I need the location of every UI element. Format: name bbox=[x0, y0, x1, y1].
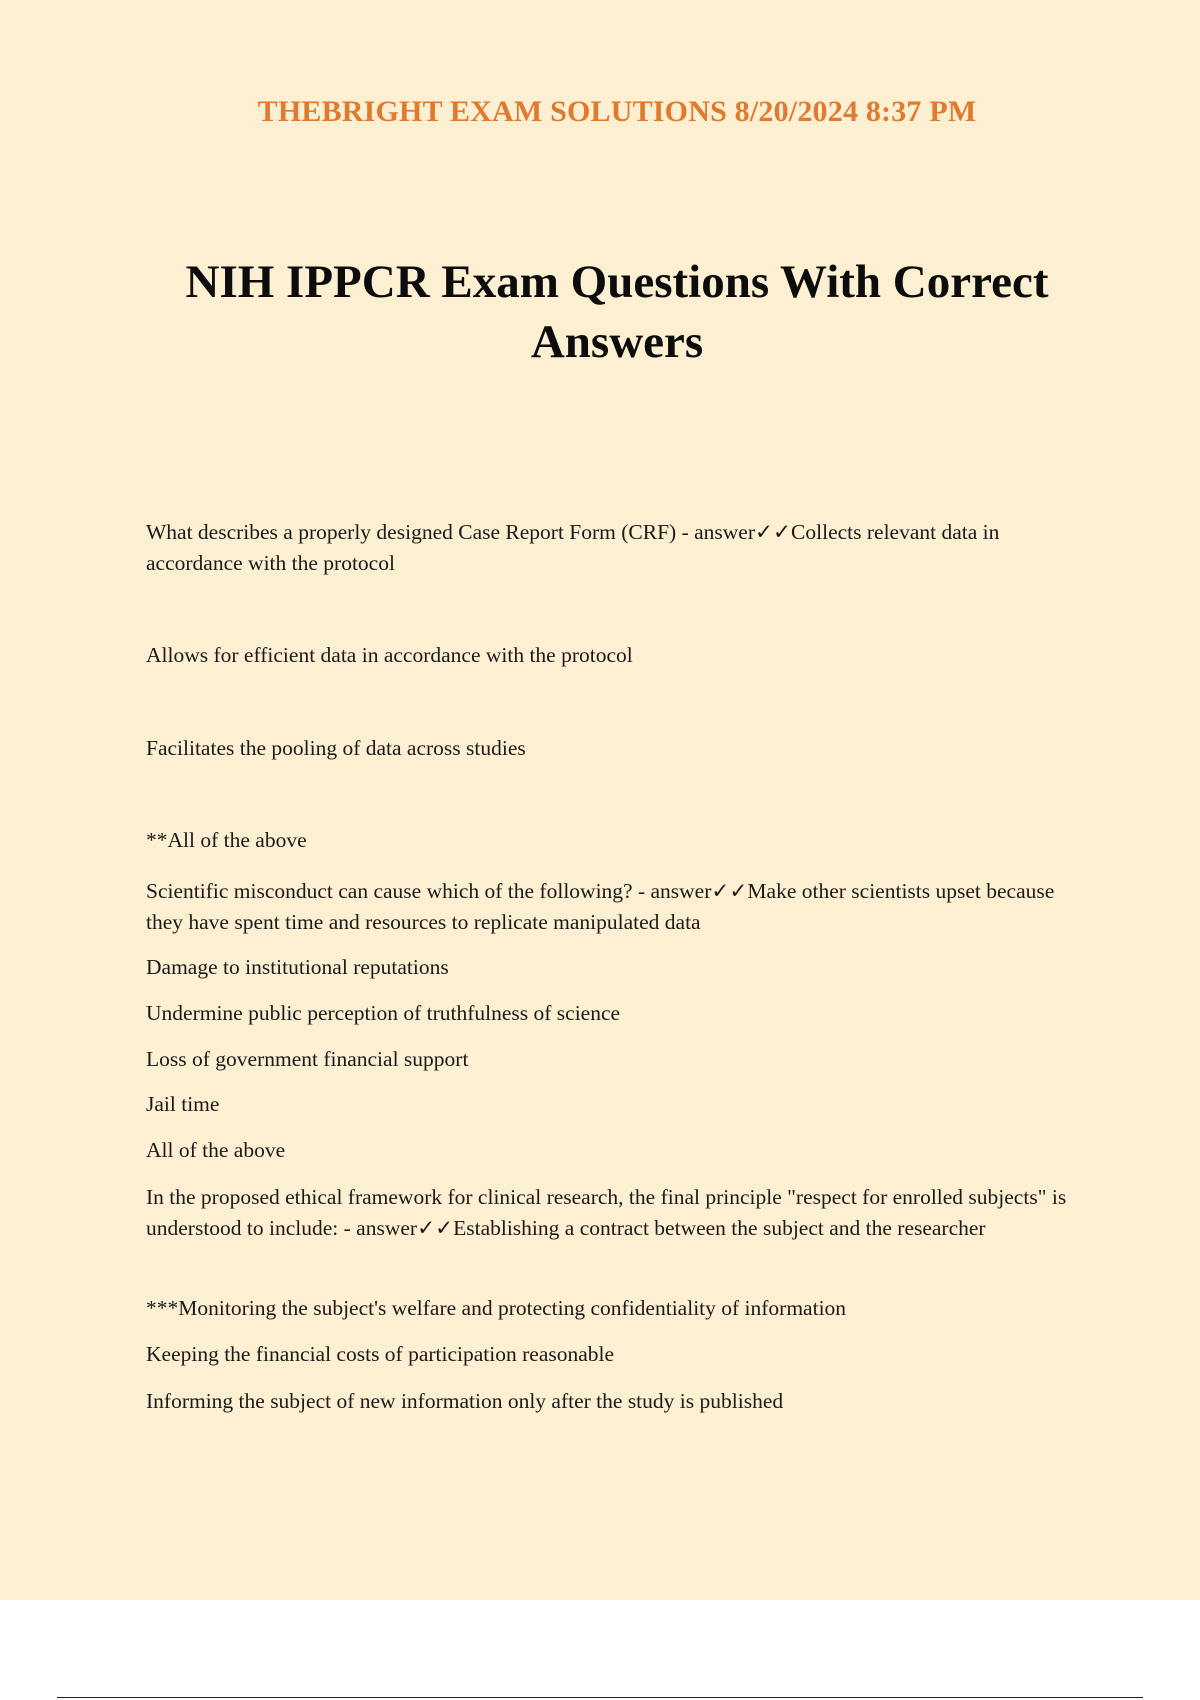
answer-option: Loss of government financial support bbox=[146, 1047, 469, 1071]
document-header: THEBRIGHT EXAM SOLUTIONS 8/20/2024 8:37 PM bbox=[257, 95, 977, 128]
answer-option: ***Monitoring the subject's welfare and protecting confidentiality of information bbox=[146, 1296, 847, 1320]
question-2: Scientific misconduct can cause which of the following? - answer✓✓Make other scientists upset because they have spent time and resources to replicate manipulated data bbox=[146, 879, 1055, 934]
bottom-divider bbox=[57, 1697, 1143, 1698]
page-title-line-1: NIH IPPCR Exam Questions With Correct bbox=[185, 256, 1049, 308]
question-1: What describes a properly designed Case Report Form (CRF) - answer✓✓Collects relevant data in accordance with the protocol bbox=[146, 520, 1000, 575]
answer-option: All of the above bbox=[146, 1138, 286, 1162]
answer-option: Damage to institutional reputations bbox=[146, 955, 449, 979]
answer-option: Informing the subject of new information only after the study is published bbox=[146, 1389, 784, 1413]
answer-option: **All of the above bbox=[146, 828, 307, 852]
answer-option: Jail time bbox=[146, 1092, 220, 1116]
page-title-line-2: Answers bbox=[530, 316, 704, 368]
answer-option: Allows for efficient data in accordance with the protocol bbox=[146, 643, 633, 667]
page-title bbox=[110, 252, 1124, 372]
answer-option: Facilitates the pooling of data across studies bbox=[146, 736, 526, 760]
answer-option: Undermine public perception of truthfulness of science bbox=[146, 1001, 621, 1025]
answer-option: Keeping the financial costs of participation reasonable bbox=[146, 1342, 615, 1366]
question-3: In the proposed ethical framework for clinical research, the final principle "respect for enrolled subjects" is understood to include: - answer✓✓Establishing a contract between the subject and the researcher bbox=[146, 1185, 1067, 1240]
